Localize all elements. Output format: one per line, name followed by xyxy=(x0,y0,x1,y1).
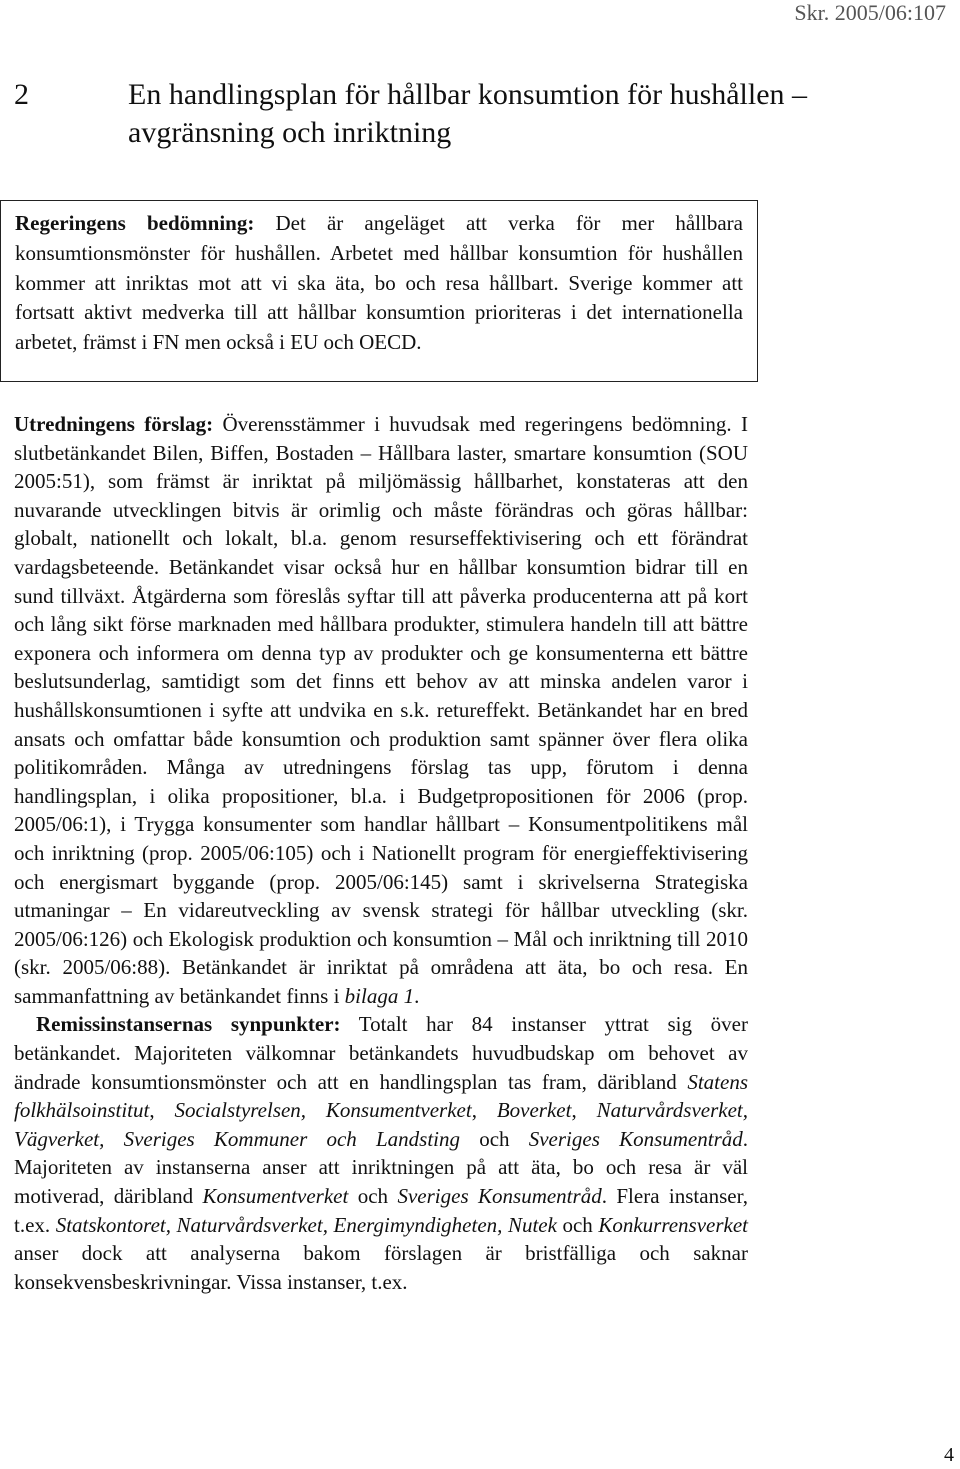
inquiry-end: . xyxy=(414,983,420,1008)
referral-italic-4: Naturvårdsverket, Vägverket, Sveriges Kommuner och Landsting xyxy=(14,1098,749,1151)
referral-text-1: Totalt har 84 instanser yttrat sig över betänkandet. Majoriteten välkomnar betänkandets huvudbudskap om behovet av ändrade konsumtionsmönster och att en handlingsplan tas fram, däribland xyxy=(14,1012,748,1094)
referral-text-9: och xyxy=(556,1212,599,1237)
referral-text-5: och xyxy=(460,1126,529,1151)
referral-italic-6: Konsumentverket xyxy=(202,1184,349,1209)
referral-label: Remissinstansernas synpunkter: xyxy=(36,1012,341,1037)
referral-text-6: . Majoriteten av instanserna anser att inriktningen på att äta, bo och resa är väl motiverad, däribland xyxy=(14,1126,748,1209)
assessment-text: Det är angeläget att verka för mer hållbara konsumtionsmönster för hushållen. Arbetet med hållbar konsumtion för hushållen kommer att inriktas mot att vi ska äta, bo och resa hållbart. Sverige kommer att fortsatt aktivt medverka till att hållbar konsumtion prioriteras i det internationella arbetet, främst i FN men också i EU och OECD. xyxy=(15,211,743,355)
referral-italic-7: Sveriges Konsumentråd xyxy=(397,1184,602,1209)
government-assessment-box xyxy=(0,200,758,382)
page-number: 4 xyxy=(944,1444,954,1466)
section-title: En handlingsplan för hållbar konsumtion för hushållen – avgränsning och inriktning xyxy=(128,78,808,149)
body-text xyxy=(14,410,748,1296)
referral-italic-1: Statens folkhälsoinstitut xyxy=(14,1069,748,1123)
section-number: 2 xyxy=(14,78,29,111)
inquiry-text: Överensstämmer i huvudsak med regeringens bedömning. I slutbetänkandet Bilen, Biffen, Bostaden – Hållbara laster, smartare konsumtion (SOU 2005:51), som främst är inriktat på miljömässig hållbarhet, konstateras att den nuvarande utvecklingen bitvis är orimlig och måste förändras och göras hållbar: globalt, nationellt och lokalt, bl.a. genom resurseffektivisering och ett förändrat vardagsbeteende. Betänkandet visar också hur en hållbar konsumtion bidrar till en sund tillväxt. Åtgärderna som föreslås syftar till att påverka producenterna att på kort och lång sikt förse marknaden med hållbara produkter, stimulera handeln till att bättre exponera och informera om denna typ av produkter och ge konsumenterna ett bättre beslutsunderlag, samtidigt som det finns ett behov av att minska andelen varor i hushållskonsumtionen i syfte att undvika en s.k. retureffekt. Betänkandet har en bred ansats och omfattar både konsumtion och produktion samt spänner över flera olika politikområden. Många av utredningens förslag tas upp, förutom i denna handlingsplan, i olika propositioner, bl.a. i Budgetpropositionen för 2006 (prop. 2005/06:1), i Trygga konsumenter som handlar hållbart – Konsumentpolitikens mål och inriktning (prop. 2005/06:105) och i Nationellt program för energieffektivisering och energismart byggande (prop. 2005/06:145) samt i skrivelserna Strategiska utmaningar – En vidareutveckling av svensk strategi för hållbar utveckling (skr. 2005/06:126) och Ekologisk produktion och konsumtion – Mål och inriktning till 2010 (skr. 2005/06:88). Betänkandet är inriktat på områdena att äta, bo och resa. En sammanfattning av betänkandet finns i xyxy=(14,412,748,1008)
referral-text-2: , xyxy=(149,1098,175,1123)
referral-text-7: och xyxy=(348,1184,398,1209)
appendix-reference: bilaga 1 xyxy=(344,983,415,1008)
referral-text-3: , xyxy=(471,1098,497,1123)
referral-paragraph xyxy=(14,1010,748,1296)
referral-italic-8: Statskontoret, Naturvårdsverket, Energimyndigheten, Nutek xyxy=(55,1212,557,1237)
document-reference: Skr. 2005/06:107 xyxy=(794,0,946,25)
referral-italic-5: Sveriges Konsumentråd xyxy=(528,1126,743,1151)
inquiry-label: Utredningens förslag: xyxy=(14,412,214,436)
government-assessment-paragraph xyxy=(15,209,743,358)
inquiry-paragraph xyxy=(14,410,748,1010)
referral-text-10: anser dock att analyserna bakom förslagen är bristfälliga och saknar konsekvensbeskrivningar. Vissa instanser, t.ex. xyxy=(14,1241,748,1294)
assessment-label: Regeringens bedömning: xyxy=(15,211,255,235)
referral-italic-2: Socialstyrelsen, Konsumentverket xyxy=(174,1098,472,1123)
referral-text-4: , xyxy=(571,1098,597,1123)
referral-italic-9: Konkurrensverket xyxy=(598,1212,748,1237)
referral-italic-3: Boverket xyxy=(496,1098,572,1123)
referral-text-8: . Flera instanser, t.ex. xyxy=(14,1184,748,1237)
